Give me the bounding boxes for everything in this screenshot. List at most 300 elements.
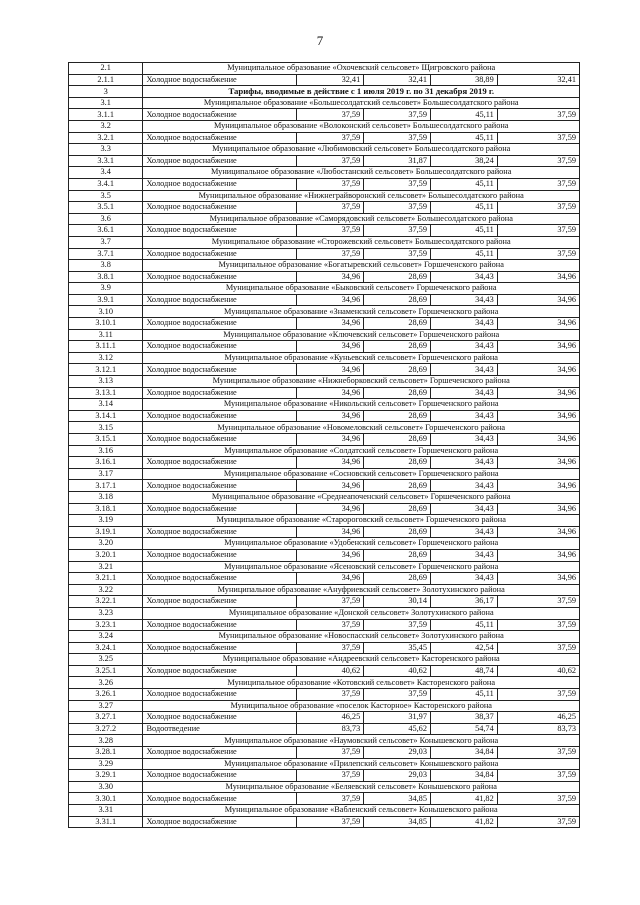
tariff-value-cell: 34,43 — [430, 573, 497, 585]
service-name-cell: Холодное водоснабжение — [143, 549, 297, 561]
municipality-title-cell: Муниципальное образование «Старороговский сельсовет» Горшеченского района — [143, 515, 580, 527]
row-number-cell: 2.1 — [69, 63, 143, 75]
tariff-value-cell: 28,69 — [364, 480, 431, 492]
tariff-value-cell: 32,41 — [364, 74, 431, 86]
page-number: 7 — [316, 33, 324, 48]
row-number-cell: 3.11 — [69, 329, 143, 341]
tariff-value-cell: 37,59 — [364, 689, 431, 701]
municipality-title-cell: Муниципальное образование «Донской сельсовет» Золотухинского района — [143, 607, 580, 619]
row-number-cell: 3.17.1 — [69, 480, 143, 492]
municipality-row — [69, 561, 580, 573]
tariff-row — [69, 596, 580, 608]
row-number-cell: 3.24.1 — [69, 642, 143, 654]
tariff-row — [69, 434, 580, 446]
tariff-value-cell: 30,14 — [364, 596, 431, 608]
municipality-title-cell: Муниципальное образование «Нижнеборковский сельсовет» Горшеченского района — [143, 376, 580, 388]
tariff-value-cell: 37,59 — [497, 816, 579, 828]
row-number-cell: 3.15 — [69, 422, 143, 434]
tariff-value-cell: 34,96 — [297, 480, 364, 492]
row-number-cell: 3.4 — [69, 167, 143, 179]
tariff-row — [69, 178, 580, 190]
service-name-cell: Холодное водоснабжение — [143, 816, 297, 828]
tariff-table-body — [69, 63, 580, 828]
tariff-row — [69, 793, 580, 805]
tariff-value-cell: 37,59 — [297, 109, 364, 121]
municipality-title-cell: Муниципальное образование «Солдатский сельсовет» Горшеченского района — [143, 445, 580, 457]
tariff-value-cell: 34,43 — [430, 410, 497, 422]
tariff-value-cell: 28,69 — [364, 271, 431, 283]
municipality-row — [69, 735, 580, 747]
row-number-cell: 3.26.1 — [69, 689, 143, 701]
municipality-row — [69, 677, 580, 689]
section-title-cell: Тарифы, вводимые в действие с 1 июля 2019 г. по 31 декабря 2019 г. — [143, 86, 580, 98]
service-name-cell: Холодное водоснабжение — [143, 132, 297, 144]
municipality-row — [69, 97, 580, 109]
service-name-cell: Холодное водоснабжение — [143, 793, 297, 805]
service-name-cell: Холодное водоснабжение — [143, 689, 297, 701]
row-number-cell: 3.28.1 — [69, 747, 143, 759]
tariff-value-cell: 37,59 — [497, 109, 579, 121]
tariff-value-cell: 28,69 — [364, 294, 431, 306]
service-name-cell: Холодное водоснабжение — [143, 665, 297, 677]
tariff-value-cell: 28,69 — [364, 457, 431, 469]
municipality-title-cell: Муниципальное образование «Прилепский сельсовет» Конышевского района — [143, 758, 580, 770]
municipality-title-cell: Муниципальное образование «Любимовский сельсовет» Большесолдатского района — [143, 144, 580, 156]
tariff-value-cell: 34,43 — [430, 271, 497, 283]
row-number-cell: 3.2.1 — [69, 132, 143, 144]
tariff-value-cell: 45,11 — [430, 109, 497, 121]
service-name-cell: Холодное водоснабжение — [143, 503, 297, 515]
tariff-value-cell: 34,43 — [430, 341, 497, 353]
row-number-cell: 3.24 — [69, 631, 143, 643]
municipality-title-cell: Муниципальное образование «Андреевский сельсовет» Касторенского района — [143, 654, 580, 666]
tariff-value-cell: 34,43 — [430, 387, 497, 399]
tariff-value-cell: 45,11 — [430, 178, 497, 190]
service-name-cell: Холодное водоснабжение — [143, 109, 297, 121]
tariff-value-cell: 34,96 — [297, 387, 364, 399]
municipality-row — [69, 445, 580, 457]
tariff-row — [69, 642, 580, 654]
tariff-value-cell: 28,69 — [364, 318, 431, 330]
row-number-cell: 3 — [69, 86, 143, 98]
tariff-value-cell: 34,96 — [297, 341, 364, 353]
tariff-row — [69, 74, 580, 86]
tariff-value-cell: 34,96 — [297, 526, 364, 538]
municipality-title-cell: Муниципальное образование «Котовский сельсовет» Касторенского района — [143, 677, 580, 689]
row-number-cell: 3.2 — [69, 120, 143, 132]
tariff-value-cell: 34,96 — [497, 387, 579, 399]
row-number-cell: 3.29 — [69, 758, 143, 770]
tariff-value-cell: 37,59 — [297, 619, 364, 631]
tariff-value-cell: 37,59 — [297, 225, 364, 237]
tariff-value-cell: 34,96 — [497, 271, 579, 283]
tariff-value-cell: 34,96 — [297, 573, 364, 585]
tariff-row — [69, 410, 580, 422]
row-number-cell: 3.27 — [69, 700, 143, 712]
municipality-row — [69, 376, 580, 388]
tariff-value-cell: 37,59 — [364, 619, 431, 631]
tariff-value-cell: 34,43 — [430, 526, 497, 538]
service-name-cell: Водоотведение — [143, 723, 297, 735]
municipality-row — [69, 805, 580, 817]
municipality-title-cell: Муниципальное образование «Быковский сельсовет» Горшеченского района — [143, 283, 580, 295]
municipality-title-cell: Муниципальное образование «Новоспасский сельсовет» Золотухинского района — [143, 631, 580, 643]
row-number-cell: 3.17 — [69, 468, 143, 480]
tariff-value-cell: 41,82 — [430, 816, 497, 828]
tariff-value-cell: 38,24 — [430, 155, 497, 167]
tariff-value-cell: 37,59 — [297, 178, 364, 190]
tariff-value-cell: 34,43 — [430, 480, 497, 492]
tariff-value-cell: 32,41 — [297, 74, 364, 86]
municipality-title-cell: Муниципальное образование «Сосновский сельсовет» Горшеченского района — [143, 468, 580, 480]
tariff-value-cell: 34,96 — [497, 526, 579, 538]
municipality-title-cell: Муниципальное образование «Куньевский сельсовет» Горшеченского района — [143, 352, 580, 364]
tariff-value-cell: 34,96 — [297, 294, 364, 306]
tariff-value-cell: 45,11 — [430, 619, 497, 631]
municipality-title-cell: Муниципальное образование «Вабленский сельсовет» Конышевского района — [143, 805, 580, 817]
municipality-title-cell: Муниципальное образование «Любостанский сельсовет» Большесолдатского района — [143, 167, 580, 179]
tariff-value-cell: 41,82 — [430, 793, 497, 805]
tariff-row — [69, 503, 580, 515]
tariff-row — [69, 109, 580, 121]
tariff-value-cell: 37,59 — [297, 248, 364, 260]
municipality-row — [69, 167, 580, 179]
tariff-row — [69, 387, 580, 399]
service-name-cell: Холодное водоснабжение — [143, 573, 297, 585]
row-number-cell: 3.21 — [69, 561, 143, 573]
row-number-cell: 3.5.1 — [69, 202, 143, 214]
service-name-cell: Холодное водоснабжение — [143, 341, 297, 353]
tariff-value-cell: 34,43 — [430, 503, 497, 515]
tariff-value-cell: 37,59 — [497, 596, 579, 608]
row-number-cell: 3.9.1 — [69, 294, 143, 306]
tariff-row — [69, 549, 580, 561]
tariff-value-cell: 34,43 — [430, 434, 497, 446]
municipality-row — [69, 144, 580, 156]
tariff-row — [69, 665, 580, 677]
tariff-value-cell: 34,43 — [430, 549, 497, 561]
municipality-title-cell: Муниципальное образование «Среднеапоченский сельсовет» Горшеченского района — [143, 491, 580, 503]
tariff-value-cell: 32,41 — [497, 74, 579, 86]
row-number-cell: 3.19.1 — [69, 526, 143, 538]
municipality-row — [69, 63, 580, 75]
service-name-cell: Холодное водоснабжение — [143, 318, 297, 330]
tariff-value-cell: 34,96 — [497, 457, 579, 469]
tariff-value-cell: 54,74 — [430, 723, 497, 735]
tariff-value-cell: 35,45 — [364, 642, 431, 654]
tariff-value-cell: 37,59 — [497, 248, 579, 260]
row-number-cell: 3.16 — [69, 445, 143, 457]
row-number-cell: 3.20 — [69, 538, 143, 550]
tariff-value-cell: 37,59 — [297, 816, 364, 828]
tariff-value-cell: 37,59 — [497, 132, 579, 144]
row-number-cell: 3.13 — [69, 376, 143, 388]
tariff-value-cell: 37,59 — [364, 248, 431, 260]
tariff-row — [69, 770, 580, 782]
tariff-row — [69, 294, 580, 306]
tariff-value-cell: 37,59 — [297, 132, 364, 144]
tariff-row — [69, 318, 580, 330]
row-number-cell: 3.11.1 — [69, 341, 143, 353]
row-number-cell: 3.16.1 — [69, 457, 143, 469]
tariff-value-cell: 38,89 — [430, 74, 497, 86]
row-number-cell: 3.23 — [69, 607, 143, 619]
row-number-cell: 3.4.1 — [69, 178, 143, 190]
tariff-value-cell: 28,69 — [364, 410, 431, 422]
row-number-cell: 3.1.1 — [69, 109, 143, 121]
row-number-cell: 2.1.1 — [69, 74, 143, 86]
municipality-row — [69, 758, 580, 770]
tariff-value-cell: 38,37 — [430, 712, 497, 724]
municipality-title-cell: Муниципальное образование «Богатыревский сельсовет» Горшеченского района — [143, 260, 580, 272]
row-number-cell: 3.6.1 — [69, 225, 143, 237]
tariff-row — [69, 132, 580, 144]
service-name-cell: Холодное водоснабжение — [143, 225, 297, 237]
tariff-value-cell: 37,59 — [297, 747, 364, 759]
tariff-value-cell: 34,96 — [497, 573, 579, 585]
tariff-value-cell: 34,96 — [497, 364, 579, 376]
service-name-cell: Холодное водоснабжение — [143, 387, 297, 399]
section-header-row — [69, 86, 580, 98]
tariff-value-cell: 34,96 — [497, 503, 579, 515]
tariff-value-cell: 34,43 — [430, 294, 497, 306]
service-name-cell: Холодное водоснабжение — [143, 202, 297, 214]
municipality-row — [69, 700, 580, 712]
tariff-value-cell: 37,59 — [297, 793, 364, 805]
row-number-cell: 3.30 — [69, 781, 143, 793]
municipality-row — [69, 352, 580, 364]
tariff-value-cell: 37,59 — [297, 770, 364, 782]
service-name-cell: Холодное водоснабжение — [143, 410, 297, 422]
row-number-cell: 3.10 — [69, 306, 143, 318]
tariff-value-cell: 37,59 — [297, 596, 364, 608]
tariff-value-cell: 83,73 — [297, 723, 364, 735]
row-number-cell: 3.28 — [69, 735, 143, 747]
tariff-value-cell: 37,59 — [497, 642, 579, 654]
tariff-row — [69, 271, 580, 283]
municipality-row — [69, 654, 580, 666]
tariff-value-cell: 34,96 — [297, 503, 364, 515]
tariff-value-cell: 34,43 — [430, 364, 497, 376]
municipality-title-cell: Муниципальное образование «Ключевский сельсовет» Горшеченского района — [143, 329, 580, 341]
tariff-value-cell: 42,54 — [430, 642, 497, 654]
row-number-cell: 3.18.1 — [69, 503, 143, 515]
tariff-value-cell: 40,62 — [497, 665, 579, 677]
tariff-value-cell: 37,59 — [364, 132, 431, 144]
service-name-cell: Холодное водоснабжение — [143, 747, 297, 759]
tariff-value-cell: 34,96 — [297, 271, 364, 283]
tariff-value-cell: 28,69 — [364, 549, 431, 561]
tariff-value-cell: 34,85 — [364, 793, 431, 805]
municipality-row — [69, 329, 580, 341]
tariff-value-cell: 34,84 — [430, 770, 497, 782]
row-number-cell: 3.20.1 — [69, 549, 143, 561]
tariff-value-cell: 34,96 — [297, 364, 364, 376]
tariff-value-cell: 40,62 — [364, 665, 431, 677]
tariff-value-cell: 37,59 — [497, 225, 579, 237]
row-number-cell: 3.3 — [69, 144, 143, 156]
municipality-row — [69, 631, 580, 643]
tariff-row — [69, 341, 580, 353]
municipality-title-cell: Муниципальное образование «Нижнеграйворонский сельсовет» Большесолдатского района — [143, 190, 580, 202]
tariff-row — [69, 747, 580, 759]
tariff-value-cell: 34,43 — [430, 318, 497, 330]
tariff-value-cell: 34,96 — [297, 318, 364, 330]
row-number-cell: 3.31 — [69, 805, 143, 817]
tariff-value-cell: 37,59 — [297, 202, 364, 214]
service-name-cell: Холодное водоснабжение — [143, 457, 297, 469]
tariff-value-cell: 37,59 — [497, 747, 579, 759]
tariff-value-cell: 45,11 — [430, 225, 497, 237]
tariff-value-cell: 29,03 — [364, 770, 431, 782]
tariff-value-cell: 37,59 — [297, 689, 364, 701]
tariff-row — [69, 155, 580, 167]
municipality-title-cell: Муниципальное образование «Ануфриевский сельсовет» Золотухинского района — [143, 584, 580, 596]
row-number-cell: 3.14 — [69, 399, 143, 411]
tariff-row — [69, 619, 580, 631]
tariff-row — [69, 480, 580, 492]
municipality-row — [69, 283, 580, 295]
row-number-cell: 3.8 — [69, 260, 143, 272]
tariff-value-cell: 34,96 — [497, 549, 579, 561]
row-number-cell: 3.6 — [69, 213, 143, 225]
tariff-value-cell: 46,25 — [297, 712, 364, 724]
row-number-cell: 3.12 — [69, 352, 143, 364]
tariff-row — [69, 457, 580, 469]
tariff-row — [69, 248, 580, 260]
municipality-title-cell: Муниципальное образование «Наумовский сельсовет» Конышевского района — [143, 735, 580, 747]
tariff-value-cell: 28,69 — [364, 341, 431, 353]
row-number-cell: 3.7 — [69, 236, 143, 248]
tariff-value-cell: 34,96 — [497, 480, 579, 492]
municipality-title-cell: Муниципальное образование «Большесолдатский сельсовет» Большесолдатского района — [143, 97, 580, 109]
row-number-cell: 3.8.1 — [69, 271, 143, 283]
tariff-value-cell: 37,59 — [497, 689, 579, 701]
tariff-value-cell: 37,59 — [297, 155, 364, 167]
service-name-cell: Холодное водоснабжение — [143, 712, 297, 724]
tariff-value-cell: 34,96 — [297, 410, 364, 422]
tariff-row — [69, 723, 580, 735]
tariff-value-cell: 34,43 — [430, 457, 497, 469]
tariff-value-cell: 34,85 — [364, 816, 431, 828]
tariff-value-cell: 45,11 — [430, 132, 497, 144]
row-number-cell: 3.27.2 — [69, 723, 143, 735]
municipality-row — [69, 491, 580, 503]
row-number-cell: 3.26 — [69, 677, 143, 689]
service-name-cell: Холодное водоснабжение — [143, 178, 297, 190]
tariff-value-cell: 37,59 — [297, 642, 364, 654]
tariff-value-cell: 46,25 — [497, 712, 579, 724]
row-number-cell: 3.14.1 — [69, 410, 143, 422]
row-number-cell: 3.10.1 — [69, 318, 143, 330]
municipality-row — [69, 306, 580, 318]
tariff-table — [68, 62, 580, 828]
tariff-row — [69, 712, 580, 724]
tariff-value-cell: 31,87 — [364, 155, 431, 167]
tariff-value-cell: 37,59 — [497, 793, 579, 805]
service-name-cell: Холодное водоснабжение — [143, 480, 297, 492]
service-name-cell: Холодное водоснабжение — [143, 364, 297, 376]
tariff-value-cell: 45,62 — [364, 723, 431, 735]
service-name-cell: Холодное водоснабжение — [143, 271, 297, 283]
tariff-value-cell: 28,69 — [364, 434, 431, 446]
row-number-cell: 3.3.1 — [69, 155, 143, 167]
tariff-row — [69, 816, 580, 828]
municipality-row — [69, 584, 580, 596]
tariff-value-cell: 36,17 — [430, 596, 497, 608]
row-number-cell: 3.21.1 — [69, 573, 143, 585]
tariff-value-cell: 37,59 — [364, 109, 431, 121]
tariff-value-cell: 37,59 — [497, 619, 579, 631]
municipality-row — [69, 781, 580, 793]
row-number-cell: 3.5 — [69, 190, 143, 202]
municipality-title-cell: Муниципальное образование «Беляевский сельсовет» Конышевского района — [143, 781, 580, 793]
municipality-row — [69, 260, 580, 272]
service-name-cell: Холодное водоснабжение — [143, 770, 297, 782]
row-number-cell: 3.25 — [69, 654, 143, 666]
service-name-cell: Холодное водоснабжение — [143, 74, 297, 86]
row-number-cell: 3.30.1 — [69, 793, 143, 805]
municipality-row — [69, 213, 580, 225]
tariff-value-cell: 45,11 — [430, 248, 497, 260]
municipality-title-cell: Муниципальное образование «Сторожевский сельсовет» Большесолдатского района — [143, 236, 580, 248]
row-number-cell: 3.12.1 — [69, 364, 143, 376]
row-number-cell: 3.18 — [69, 491, 143, 503]
row-number-cell: 3.1 — [69, 97, 143, 109]
service-name-cell: Холодное водоснабжение — [143, 619, 297, 631]
row-number-cell: 3.23.1 — [69, 619, 143, 631]
tariff-value-cell: 34,96 — [497, 294, 579, 306]
municipality-title-cell: Муниципальное образование «Саморядовский сельсовет» Большесолдатского района — [143, 213, 580, 225]
service-name-cell: Холодное водоснабжение — [143, 248, 297, 260]
tariff-value-cell: 45,11 — [430, 202, 497, 214]
row-number-cell: 3.25.1 — [69, 665, 143, 677]
service-name-cell: Холодное водоснабжение — [143, 294, 297, 306]
municipality-title-cell: Муниципальное образование «Новомеловский сельсовет» Горшеченского района — [143, 422, 580, 434]
row-number-cell: 3.7.1 — [69, 248, 143, 260]
tariff-value-cell: 45,11 — [430, 689, 497, 701]
row-number-cell: 3.31.1 — [69, 816, 143, 828]
municipality-row — [69, 236, 580, 248]
row-number-cell: 3.22 — [69, 584, 143, 596]
tariff-value-cell: 37,59 — [497, 770, 579, 782]
tariff-value-cell: 40,62 — [297, 665, 364, 677]
municipality-title-cell: Муниципальное образование «Удобенский сельсовет» Горшеченского района — [143, 538, 580, 550]
tariff-value-cell: 34,96 — [297, 434, 364, 446]
tariff-value-cell: 28,69 — [364, 526, 431, 538]
tariff-value-cell: 34,96 — [497, 318, 579, 330]
service-name-cell: Холодное водоснабжение — [143, 642, 297, 654]
municipality-title-cell: Муниципальное образование «Волоконский сельсовет» Большесолдатского района — [143, 120, 580, 132]
tariff-value-cell: 31,97 — [364, 712, 431, 724]
municipality-row — [69, 515, 580, 527]
tariff-value-cell: 28,69 — [364, 364, 431, 376]
tariff-value-cell: 37,59 — [364, 178, 431, 190]
tariff-value-cell: 34,96 — [297, 549, 364, 561]
tariff-row — [69, 526, 580, 538]
tariff-value-cell: 28,69 — [364, 387, 431, 399]
row-number-cell: 3.22.1 — [69, 596, 143, 608]
row-number-cell: 3.9 — [69, 283, 143, 295]
municipality-row — [69, 190, 580, 202]
tariff-value-cell: 48,74 — [430, 665, 497, 677]
service-name-cell: Холодное водоснабжение — [143, 526, 297, 538]
municipality-title-cell: Муниципальное образование «Знаменский сельсовет» Горшеченского района — [143, 306, 580, 318]
tariff-row — [69, 573, 580, 585]
service-name-cell: Холодное водоснабжение — [143, 155, 297, 167]
row-number-cell: 3.13.1 — [69, 387, 143, 399]
municipality-title-cell: Муниципальное образование «Ясеновский сельсовет» Горшеченского района — [143, 561, 580, 573]
